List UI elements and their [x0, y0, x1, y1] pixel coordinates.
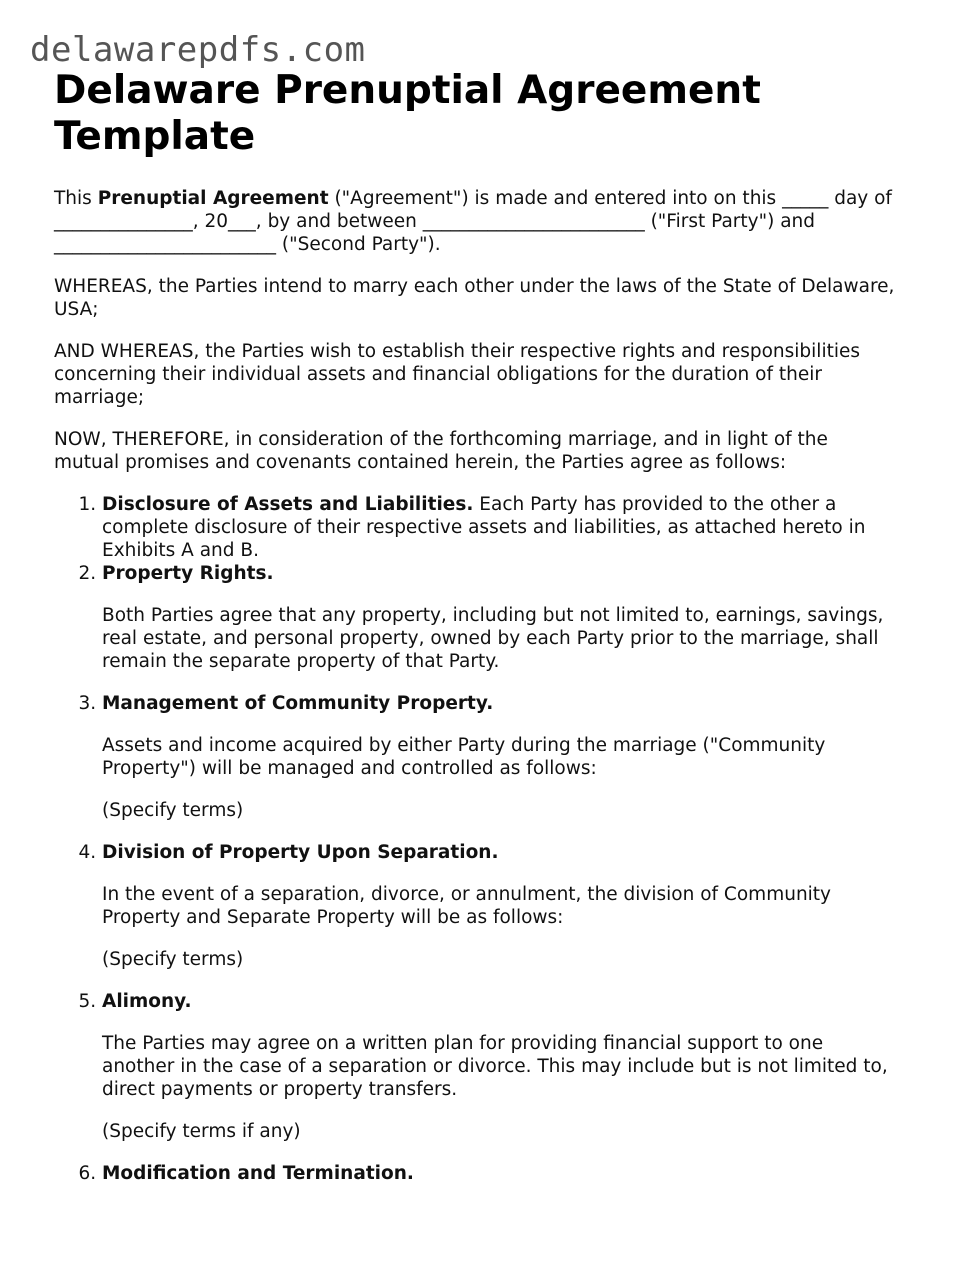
- section-property-rights: [102, 562, 934, 673]
- section-community-property: [102, 692, 934, 822]
- agreement-name: Prenuptial Agreement: [97, 188, 329, 209]
- section-body: In the event of a separation, divorce, or annulment, the division of Community Property and Separate Property will be as follows:: [102, 884, 832, 928]
- now-therefore-paragraph: NOW, THEREFORE, in consideration of the forthcoming marriage, and in light of the mutual promises and covenants contained herein, the Parties agree as follows:: [54, 429, 828, 473]
- intro-paragraph: This Prenuptial Agreement ("Agreement") is made and entered into on this _____ day of _______________, 20___, by and between ________________________ ("First Party") and ________________________ ("Second Party").: [54, 188, 892, 255]
- document-body: [54, 68, 934, 1185]
- section-body: Assets and income acquired by either Party during the marriage ("Community Property") will be managed and controlled as follows:: [102, 735, 826, 779]
- sections-list: [54, 493, 934, 1185]
- specify-placeholder: (Specify terms): [102, 800, 244, 821]
- section-heading: Disclosure of Assets and Liabilities.: [102, 494, 474, 515]
- section-division-property: [102, 841, 934, 971]
- section-modification: [102, 1162, 934, 1185]
- section-disclosure: 1. Disclosure of Assets and Liabilities. Each Party has provided to the other a complete disclosure of their respective assets and liabilities, as attached hereto in Exhibits A and B.: [102, 493, 934, 562]
- specify-placeholder: (Specify terms): [102, 949, 244, 970]
- and-whereas-paragraph: AND WHEREAS, the Parties wish to establish their respective rights and responsibilities concerning their individual assets and financial obligations for the duration of their marriage;: [54, 341, 861, 408]
- section-heading: Modification and Termination.: [102, 1163, 414, 1184]
- section-heading: Alimony.: [102, 991, 192, 1012]
- section-heading: Management of Community Property.: [102, 693, 494, 714]
- page-title: Delaware Prenuptial Agreement Template: [54, 68, 761, 159]
- section-body: Both Parties agree that any property, including but not limited to, earnings, savings, real estate, and personal property, owned by each Party prior to the marriage, shall remain the separate property of that Party.: [102, 605, 884, 672]
- whereas-paragraph: WHEREAS, the Parties intend to marry each other under the laws of the State of Delaware, USA;: [54, 276, 895, 320]
- section-heading: Division of Property Upon Separation.: [102, 842, 499, 863]
- section-alimony: [102, 990, 934, 1143]
- site-watermark: delawarepdfs.com: [30, 30, 366, 70]
- section-body: The Parties may agree on a written plan for providing financial support to one another in the case of a separation or divorce. This may include but is not limited to, direct payments or property transfers.: [102, 1033, 888, 1100]
- section-heading: Property Rights.: [102, 563, 274, 584]
- specify-placeholder: (Specify terms if any): [102, 1121, 301, 1142]
